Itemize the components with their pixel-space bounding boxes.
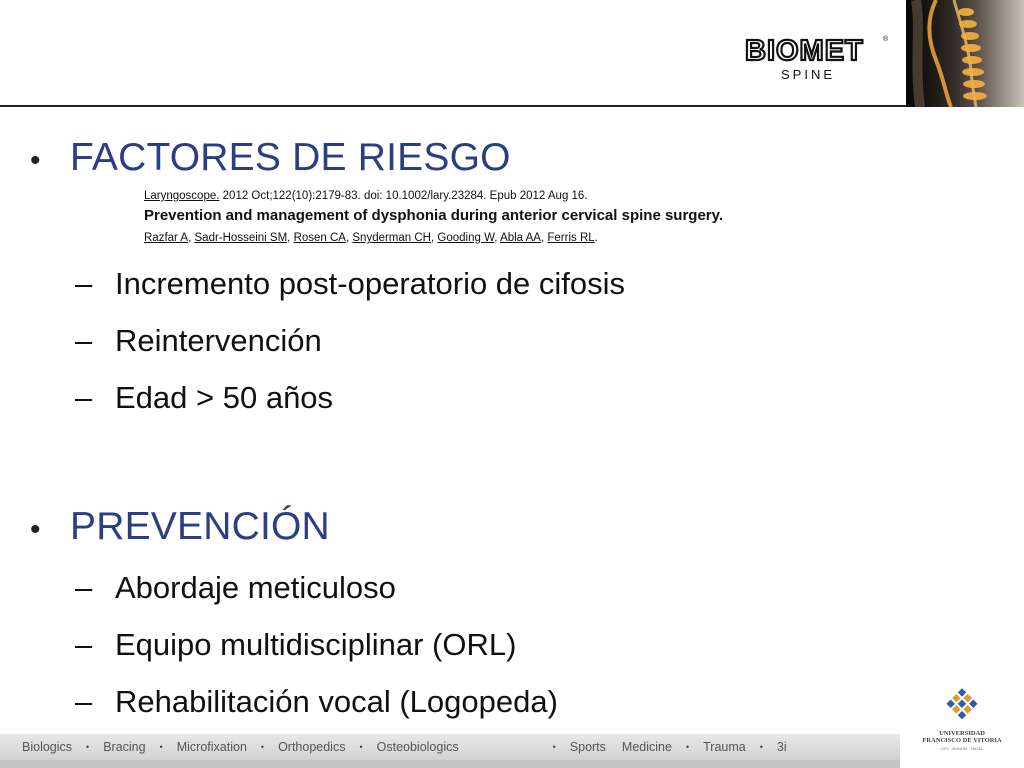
footer-separator: • xyxy=(260,742,265,752)
list-item xyxy=(75,380,333,416)
list-item-text: Abordaje meticuloso xyxy=(115,570,396,605)
brand-logo xyxy=(743,36,893,86)
footer-separator: • xyxy=(552,742,556,752)
university-emblem-icon xyxy=(912,686,1012,730)
spine-illustration-icon xyxy=(906,0,1024,107)
university-logo xyxy=(912,686,1024,768)
footer-item: 3i xyxy=(776,740,787,754)
university-name-line1: UNIVERSIDAD xyxy=(939,730,985,737)
section-heading: PREVENCIÓN xyxy=(70,505,330,548)
section-heading-row-risk xyxy=(30,136,511,180)
footer-item: Orthopedics xyxy=(278,740,346,754)
dash-icon: – xyxy=(75,266,93,301)
bullet-icon: • xyxy=(30,144,41,177)
bullet-icon: • xyxy=(30,513,41,546)
university-name-line2: FRANCISCO DE VITORIA xyxy=(922,737,1002,744)
author-link[interactable]: Snyderman CH xyxy=(352,232,431,244)
dash-icon: – xyxy=(75,570,93,605)
dash-icon: – xyxy=(75,684,93,719)
citation-title: Prevention and management of dysphonia during anterior cervical spine surgery. xyxy=(144,207,724,224)
footer-item: Bracing xyxy=(103,740,146,754)
list-item-text: Incremento post-operatorio de cifosis xyxy=(115,266,626,301)
university-motto: UFV · BONUM · NATAL xyxy=(940,746,984,751)
citation-details: 2012 Oct;122(10):2179-83. doi: 10.1002/lary.23284. Epub 2012 Aug 16. xyxy=(219,190,588,202)
footer-separator: • xyxy=(759,742,763,752)
spine-photo xyxy=(906,0,1024,107)
section-heading-row-prevention xyxy=(30,505,330,549)
footer-item: Trauma xyxy=(703,740,746,754)
citation xyxy=(144,188,764,246)
footer-bar xyxy=(0,734,900,760)
footer-item: Sports xyxy=(569,740,606,754)
author-link[interactable]: Gooding W xyxy=(437,232,495,244)
citation-journal-link[interactable]: Laryngoscope. xyxy=(144,190,220,202)
dash-icon: – xyxy=(75,627,93,662)
author-link[interactable]: Razfar A xyxy=(144,232,189,244)
author-link[interactable]: Ferris RL xyxy=(547,232,595,244)
list-item xyxy=(75,684,558,720)
footer-separator: • xyxy=(86,742,90,752)
list-item-text: Equipo multidisciplinar (ORL) xyxy=(115,627,517,662)
footer-item: Biologics xyxy=(22,740,73,754)
list-item xyxy=(75,266,625,302)
citation-authors: Razfar A, Sadr-Hosseini SM, Rosen CA, Snyderman CH, Gooding W, Abla AA, Ferris RL. xyxy=(144,232,598,244)
brand-registered: ® xyxy=(883,36,889,43)
university-name xyxy=(912,730,1012,744)
list-item-text: Reintervención xyxy=(115,323,322,358)
list-item-text: Edad > 50 años xyxy=(115,380,334,415)
list-item xyxy=(75,323,322,359)
citation-source xyxy=(144,188,764,204)
brand-sub: SPINE xyxy=(781,67,836,82)
footer-item: Microfixation xyxy=(176,740,247,754)
author-link[interactable]: Sadr-Hosseini SM xyxy=(194,232,288,244)
footer-separator: • xyxy=(359,742,363,752)
footer-bottom-strip xyxy=(0,760,900,768)
dash-icon: – xyxy=(75,380,93,415)
author-link[interactable]: Rosen CA xyxy=(293,232,346,244)
list-item xyxy=(75,627,516,663)
list-item xyxy=(75,570,396,606)
brand-wordmark: BIOMET xyxy=(745,35,864,67)
dash-icon: – xyxy=(75,323,93,358)
header-rule xyxy=(0,105,906,107)
footer-separator: • xyxy=(685,742,690,752)
footer-separator: • xyxy=(159,742,163,752)
section-heading: FACTORES DE RIESGO xyxy=(70,136,511,179)
list-item-text: Rehabilitación vocal (Logopeda) xyxy=(115,684,558,719)
author-link[interactable]: Abla AA xyxy=(500,232,541,244)
footer-item: Osteobiologics xyxy=(376,740,459,754)
footer-item: Medicine xyxy=(621,740,672,754)
